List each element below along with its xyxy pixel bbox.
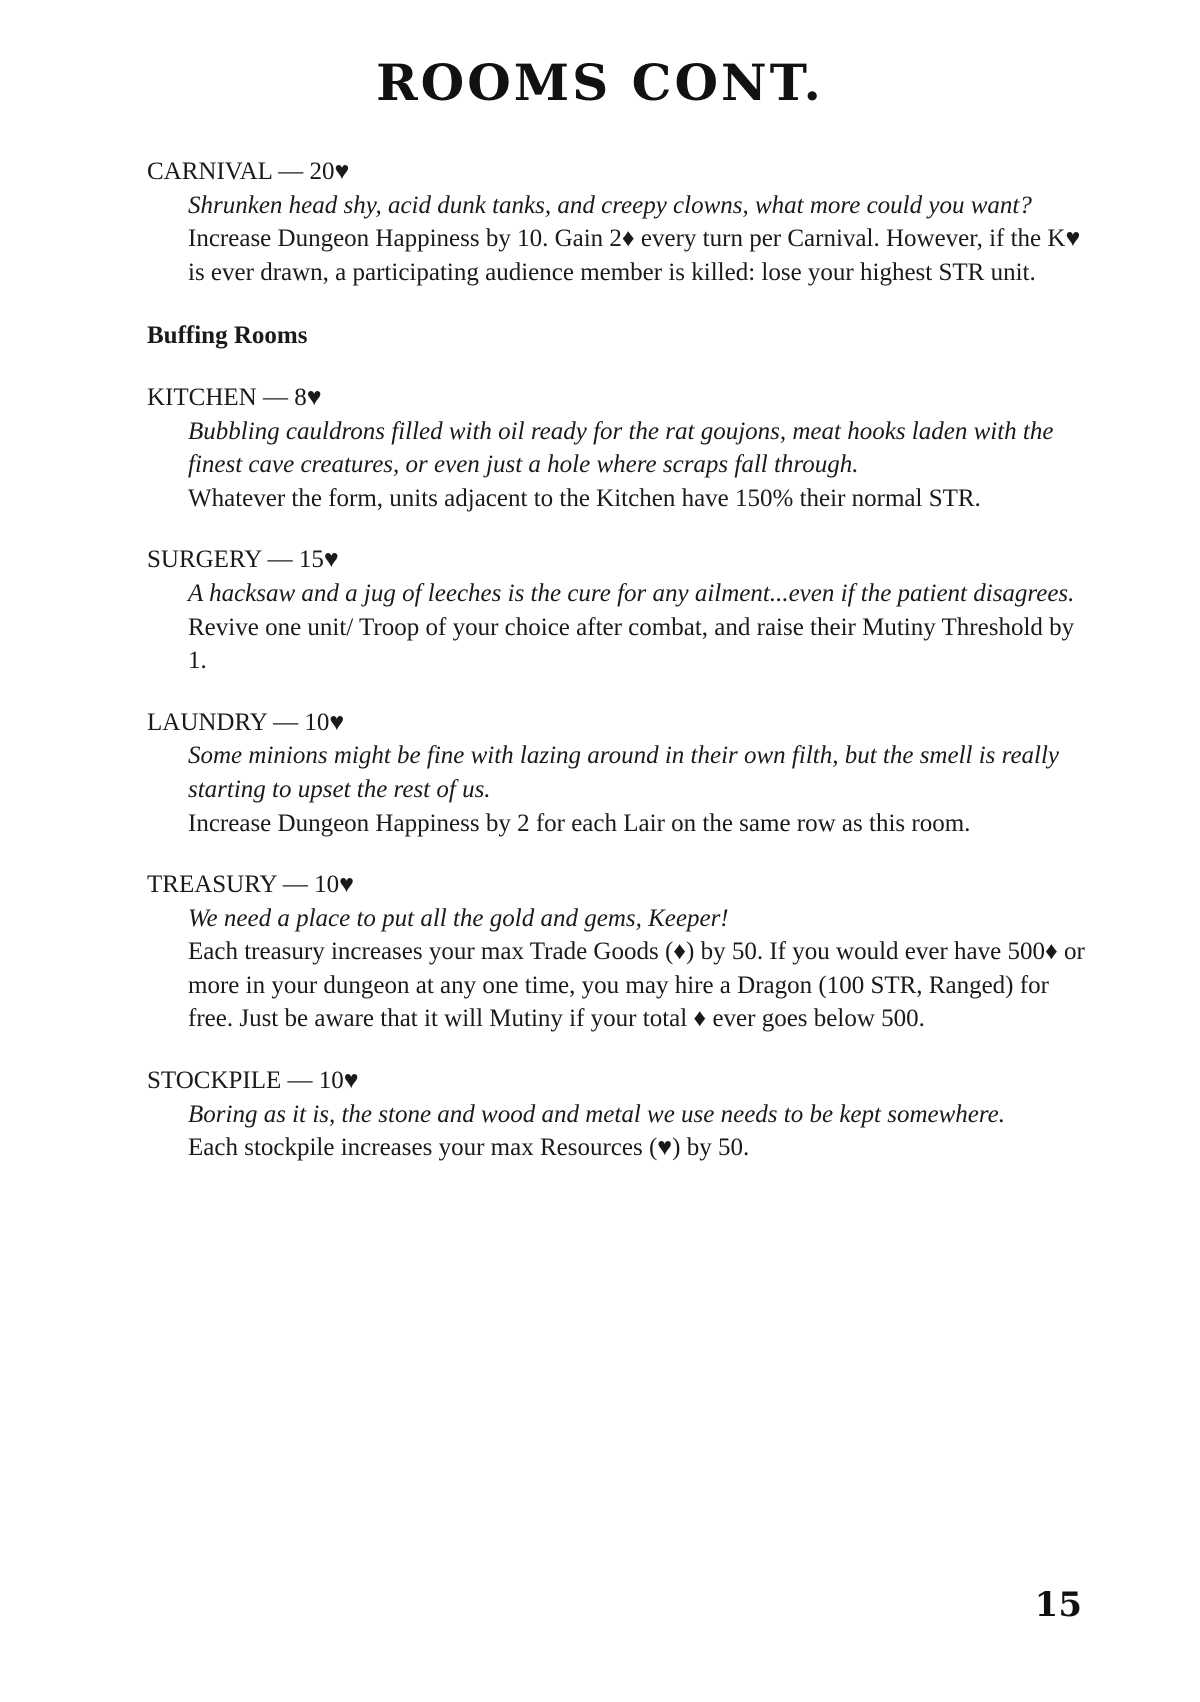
page-number: 15: [1034, 1585, 1082, 1625]
rooms-list: [147, 155, 1097, 1193]
room-rules-text: Whatever the form, units adjacent to the Kitchen have 150% their normal STR.: [188, 484, 981, 512]
room-entry-kitchen: [147, 381, 1097, 515]
room-heading: SURGERY — 15♥: [147, 546, 339, 574]
room-body: [147, 189, 1097, 290]
room-heading: CARNIVAL — 20♥: [147, 158, 350, 185]
page-title: ROOMS CONT.: [376, 53, 824, 112]
room-flavor-text: Some minions might be fine with lazing around in their own filth, but the smell is really starting to upset the rest of us.: [188, 742, 1060, 803]
room-body: [147, 577, 1097, 678]
room-entry-treasury: [147, 868, 1097, 1036]
room-heading: STOCKPILE — 10♥: [147, 1067, 359, 1095]
room-rules-text: Each stockpile increases your max Resources (♥) by 50.: [188, 1134, 750, 1162]
room-rules-text: Each treasury increases your max Trade Goods (♦) by 50. If you would ever have 500♦ or more in your dungeon at any one time, you may hire a Dragon (100 STR, Ranged) for free. Just be aware that it will Mutiny if your total ♦ ever goes below 500.: [188, 938, 1085, 1033]
room-heading: TREASURY — 10♥: [147, 871, 354, 899]
section-heading: Buffing Rooms: [147, 322, 308, 350]
room-heading: LAUNDRY — 10♥: [147, 708, 345, 736]
room-flavor-text: Shrunken head shy, acid dunk tanks, and creepy clowns, what more could you want?: [188, 191, 1032, 219]
room-body: [147, 902, 1097, 1036]
room-body: [147, 415, 1097, 516]
room-body: [147, 1098, 1097, 1165]
room-entry-surgery: [147, 543, 1097, 677]
room-rules-text: Increase Dungeon Happiness by 2 for each Lair on the same row as this room.: [188, 809, 971, 837]
room-flavor-text: A hacksaw and a jug of leeches is the cure for any ailment...even if the patient disagrees.: [188, 579, 1075, 607]
room-rules-text: Revive one unit/ Troop of your choice after combat, and raise their Mutiny Threshold by 1.: [188, 613, 1075, 675]
room-entry-stockpile: [147, 1064, 1097, 1165]
room-flavor-text: Boring as it is, the stone and wood and metal we use needs to be kept somewhere.: [188, 1100, 1006, 1128]
room-flavor-text: Bubbling cauldrons filled with oil ready for the rat goujons, meat hooks laden with the finest cave creatures, or even just a hole where scraps fall through.: [188, 417, 1054, 479]
room-flavor-text: We need a place to put all the gold and gems, Keeper!: [188, 904, 729, 932]
room-entry-carnival: [147, 155, 1097, 289]
room-body: [147, 739, 1097, 840]
room-heading: KITCHEN — 8♥: [147, 383, 322, 411]
room-entry-laundry: [147, 706, 1097, 840]
room-rules-text: Increase Dungeon Happiness by 10. Gain 2♦ every turn per Carnival. However, if the K♥ is ever drawn, a participating audience member is killed: lose your highest STR unit.: [188, 225, 1081, 286]
